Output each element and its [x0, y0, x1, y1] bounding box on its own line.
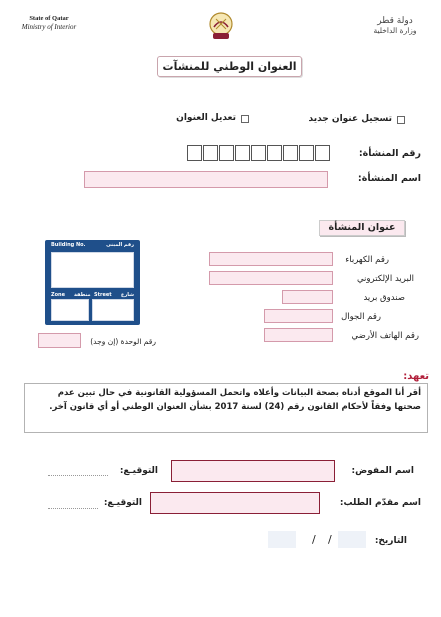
email-label: البريد الإلكتروني	[356, 274, 414, 284]
digit-box[interactable]	[283, 145, 298, 161]
digit-box[interactable]	[219, 145, 234, 161]
new-address-label: تسجيل عنوان جديد	[308, 114, 392, 124]
digit-box[interactable]	[203, 145, 218, 161]
establishment-number-input[interactable]	[187, 145, 333, 161]
unit-number-label: رقم الوحدة (إن وجد)	[90, 337, 156, 346]
street-en: Street	[94, 292, 112, 298]
electricity-number-field[interactable]	[209, 252, 333, 266]
authorized-signature-label: التوقيـع:	[119, 466, 158, 476]
date-field[interactable]	[268, 531, 368, 548]
ministry-header-en	[14, 14, 84, 32]
zone-box	[51, 299, 89, 321]
date-year[interactable]	[338, 531, 366, 548]
email-field[interactable]	[209, 271, 333, 285]
digit-box[interactable]	[267, 145, 282, 161]
digit-box[interactable]	[235, 145, 250, 161]
po-box-label: صندوق بريد	[363, 293, 405, 303]
applicant-signature-line[interactable]	[48, 508, 98, 509]
street-ar: شارع	[120, 292, 134, 298]
landline-number-field[interactable]	[264, 328, 333, 342]
address-section-title: عنوان المنشأة	[319, 220, 405, 236]
date-separator: /	[328, 533, 332, 546]
logo-ar-line2: وزارة الداخلية	[373, 26, 417, 35]
state-name: State of Qatar	[29, 15, 69, 22]
digit-box[interactable]	[251, 145, 266, 161]
establishment-number-label: رقم المنشأة:	[358, 148, 421, 159]
qatar-emblem-icon	[208, 11, 234, 41]
mobile-number-field[interactable]	[264, 309, 333, 323]
address-sign-card	[45, 240, 140, 325]
building-no-box	[51, 252, 134, 288]
date-day[interactable]	[268, 531, 296, 548]
ministry-name: Ministry of Interior	[21, 23, 77, 31]
applicant-signature-label: التوقيـع:	[103, 498, 142, 508]
date-label: التاريخ:	[374, 536, 407, 546]
authorized-name-label: اسم المفوض:	[351, 466, 414, 476]
establishment-name-label: اسم المنشأة:	[357, 173, 421, 184]
pledge-text: أقر أنا الموقع أدناه بصحة البيانات وأعلاه واتحمل المسؤولية القانونية في حال تبين عدم صحتها وفقاً لأحكام القانون رقم (24) لسنة 2017 بشأن العنوان الوطني أو أي قانون آخر.	[24, 383, 428, 433]
authorized-signature-line[interactable]	[48, 475, 108, 476]
unit-number-field[interactable]	[38, 333, 81, 348]
pledge-title: تعهد:	[403, 371, 429, 382]
digit-box[interactable]	[187, 145, 202, 161]
logo-ar-line1: دولة قطر	[377, 16, 413, 26]
digit-box[interactable]	[315, 145, 330, 161]
digit-box[interactable]	[299, 145, 314, 161]
zone-ar: منطقة	[74, 292, 91, 298]
edit-address-label: تعديل العنوان	[176, 113, 236, 123]
ministry-logo-ar	[362, 16, 428, 36]
building-no-ar: رقم المبنى	[106, 242, 134, 248]
landline-number-label: رقم الهاتف الأرضي	[351, 331, 419, 341]
applicant-name-field[interactable]	[150, 492, 320, 514]
po-box-field[interactable]	[282, 290, 333, 304]
edit-address-checkbox[interactable]	[241, 115, 249, 123]
street-box	[92, 299, 134, 321]
form-title: العنوان الوطني للمنشآت	[157, 56, 302, 77]
applicant-name-label: اسم مقدّم الطلب:	[339, 498, 421, 508]
building-no-en: Building No.	[51, 242, 86, 248]
mobile-number-label: رقم الجوال	[341, 312, 381, 322]
electricity-number-label: رقم الكهرباء	[345, 255, 389, 265]
zone-en: Zone	[51, 292, 66, 298]
establishment-name-field[interactable]	[84, 171, 328, 188]
authorized-name-field[interactable]	[171, 460, 335, 482]
date-separator: /	[312, 533, 316, 546]
new-address-checkbox[interactable]	[397, 116, 405, 124]
